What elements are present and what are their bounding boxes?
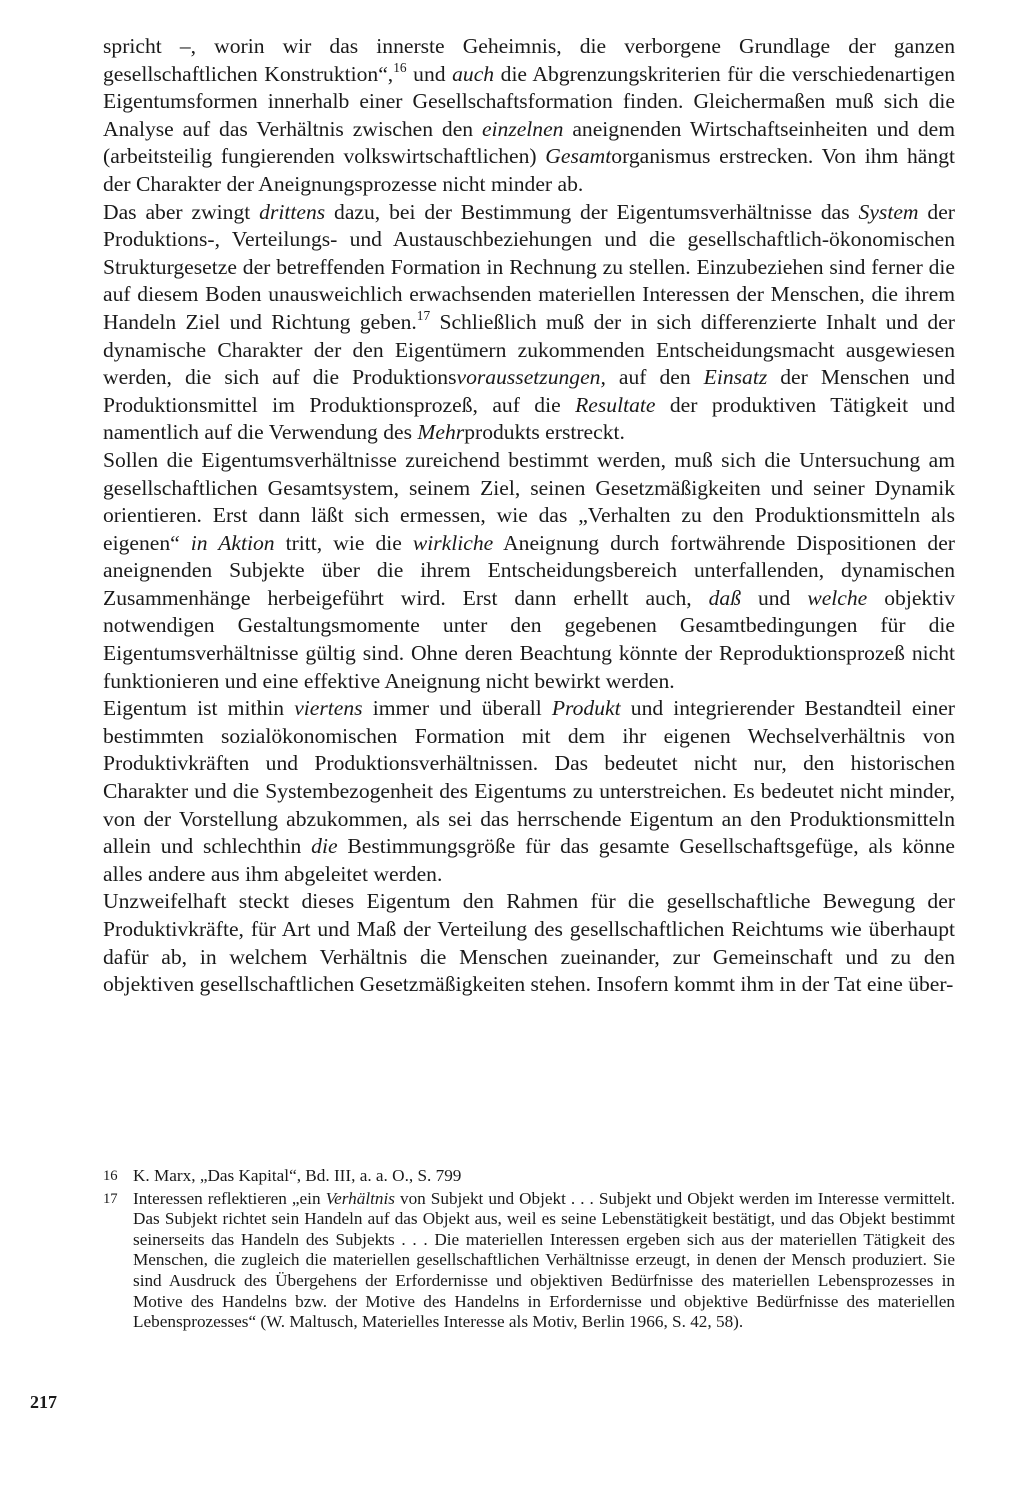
emphasis-text: drittens (259, 199, 326, 224)
text-run: spricht –, worin wir das innerste Geheimnis, die verborgene Grundlage der ganzen gesellschaftlichen Konstruktion“, (103, 34, 955, 86)
text-run: K. Marx, „Das Kapital“, Bd. III, a. a. O., S. 799 (133, 1166, 462, 1185)
text-run: der produktiven Tätigkeit und namentlich auf die Verwendung des (103, 392, 955, 445)
emphasis-text: einzelnen (481, 116, 564, 141)
footnote-ref: 16 (393, 59, 407, 75)
footnotes (103, 1166, 955, 1335)
text-run: produkts erstreckt. (464, 420, 625, 445)
emphasis-text: Einsatz (703, 365, 768, 390)
emphasis-text: in Aktion (190, 530, 275, 555)
text-run: objektiv notwendigen Gestaltungsmomente unter den gegebenen Gesamtbedingungen für die Eigentumsverhältnisse gültig sind. Ohne deren Beachtung könnte der Reproduktionsprozeß nicht funktionieren und eine effektive Aneignung nicht bewirkt werden. (103, 585, 955, 693)
emphasis-text: daß (708, 585, 741, 610)
text-run: immer und überall (362, 696, 552, 721)
paragraph (103, 447, 955, 695)
text-run: Unzweifelhaft steckt dieses Eigentum den Rahmen für die gesellschaftliche Bewegung der Produktivkräfte, für Art und Maß der Verteilung des gesellschaftlichen Reichtums wie überhaupt dafür ab, in welchem Verhältnis die Menschen zueinander, zur Gemeinschaft und zu den objektiven gesellschaftlichen Gesetzmäßigkeiten stehen. Insofern kommt ihm in der Tat eine über- (103, 889, 955, 997)
text-run: organismus erstrecken. Von ihm hängt der Charakter der Aneignungsprozesse nicht minder ab. (103, 144, 955, 196)
footnote-17 (103, 1189, 955, 1333)
paragraph (103, 33, 955, 199)
emphasis-text: wirkliche (412, 530, 494, 555)
paragraph (103, 888, 955, 998)
text-run: Schließlich muß der in sich differenzierte Inhalt und der dynamische Charakter der den Eigentümern zukommenden Entscheidungsmacht ausgewiesen werden, die sich auf die Produktions (103, 309, 955, 390)
text-run: der Menschen und Produktionsmittel im Produktionsprozeß, auf die (103, 365, 955, 417)
text-run: Interessen reflektieren „ein (133, 1188, 326, 1208)
footnote-text (133, 1166, 461, 1185)
text-run: dazu, bei der Bestimmung der Eigentumsverhältnisse das (325, 199, 859, 224)
text-run: der Produktions-, Verteilungs- und Austauschbeziehungen und die gesellschaftlich-ökonomischen Strukturgesetze der betreffenden Formation in Rechnung zu stellen. Einzubeziehen sind ferner die auf diesem Boden unausweichlich erwachsenden materiellen Interessen der Menschen, die ihrem Handeln Ziel und Richtung geben. (103, 199, 955, 334)
emphasis-text: Gesamt (545, 144, 612, 169)
paragraph (103, 695, 955, 888)
emphasis-text: viertens (294, 696, 363, 721)
emphasis-text: System (858, 199, 919, 224)
emphasis-text: Resultate (575, 392, 656, 417)
emphasis-text: welche (807, 585, 868, 610)
footnote-ref: 17 (416, 308, 431, 324)
footnote-number: 17 (103, 1190, 118, 1207)
paragraph (103, 199, 955, 447)
text-run: Bestimmungsgröße für das gesamte Gesellschaftsgefüge, als könne alles andere aus ihm abgeleitet werden. (103, 834, 955, 886)
text-run: aneignenden Wirtschaftseinheiten und dem (arbeitsteilig fungierenden volkswirtschaftlichen) (103, 116, 956, 169)
text-run: Aneignung durch fortwährende Dispositionen der aneignenden Subjekte über die ihrem Entscheidungsbereich unterfallenden, dynamischen Zusammenhänge herbeigeführt wird. Erst dann erhellt auch, (103, 530, 955, 610)
page-number: 217 (30, 1392, 57, 1412)
footnote-16 (103, 1166, 955, 1187)
text-run: auf den (605, 365, 704, 390)
text-run: tritt, wie die (274, 530, 413, 555)
text-run: Sollen die Eigentumsverhältnisse zureichend bestimmt werden, muß sich die Untersuchung am gesellschaftlichen Gesamtsystem, seinem Ziel, seinen Gesetzmäßigkeiten und seiner Dynamik orientieren. Erst dann läßt sich ermessen, wie das „Verhalten zu den Produktionsmitteln als eigenen“ (103, 447, 955, 555)
text-run: Das aber zwingt (103, 199, 260, 224)
text-run: Eigentum ist mithin (103, 696, 295, 721)
text-run: und (741, 585, 808, 610)
text-run: von Subjekt und Objekt . . . Subjekt und Objekt werden im Interesse vermittelt. Das Subjekt richtet sein Handeln auf das Objekt aus, weil es seine Lebenstätigkeit bestätigt, und das Objekt bestimmt seinerseits das Handeln des Subjekts . . . Die materiellen Interessen ergeben sich aus der materiellen Tätigkeit des Menschen, die zugleich die materiellen gesellschaftlichen Verhältnisse erzeugt, in denen der Mensch produziert. Sie sind Ausdruck des Übergehens der Erfordernisse und objektiven Bedürfnisse des materiellen Lebensprozesses in Motive des Handelns bzw. der Motive des Handelns in Erfordernisse und objektive Bedürfnisse des materiellen Lebensprozesses“ (W. Maltusch, Materielles Interesse als Motiv, Berlin 1966, S. 42, 58). (133, 1188, 955, 1332)
text-run: die Abgrenzungskriterien für die verschiedenartigen Eigentumsformen innerhalb einer Gesellschaftsformation finden. Gleichermaßen muß sich die Analyse auf das Verhältnis zwischen den (103, 61, 955, 141)
emphasis-text: die (311, 834, 338, 859)
text-run: und (406, 61, 453, 86)
emphasis-text: Produkt (551, 696, 621, 721)
footnote-number: 16 (103, 1168, 118, 1184)
text-run: und integrierender Bestandteil einer bestimmten sozialökonomischen Formation mit dem ihr eigenen Wechselverhältnis von Produktivkräften und Produktionsverhältnissen. Das bedeutet nicht nur, den historischen Charakter und die Systembezogenheit des Eigentums zu unterstreichen. Es bedeutet nicht minder, von der Vorstellung abzukommen, als sei das herrschende Eigentum an den Produktionsmitteln allein und schlechthin (103, 696, 955, 859)
footnote-text (133, 1189, 955, 1332)
emphasis-text: auch (452, 61, 495, 86)
main-text (103, 33, 955, 999)
emphasis-text: Verhältnis (325, 1188, 395, 1208)
emphasis-text: Mehr (417, 420, 465, 445)
emphasis-text: voraussetzungen, (456, 365, 606, 390)
